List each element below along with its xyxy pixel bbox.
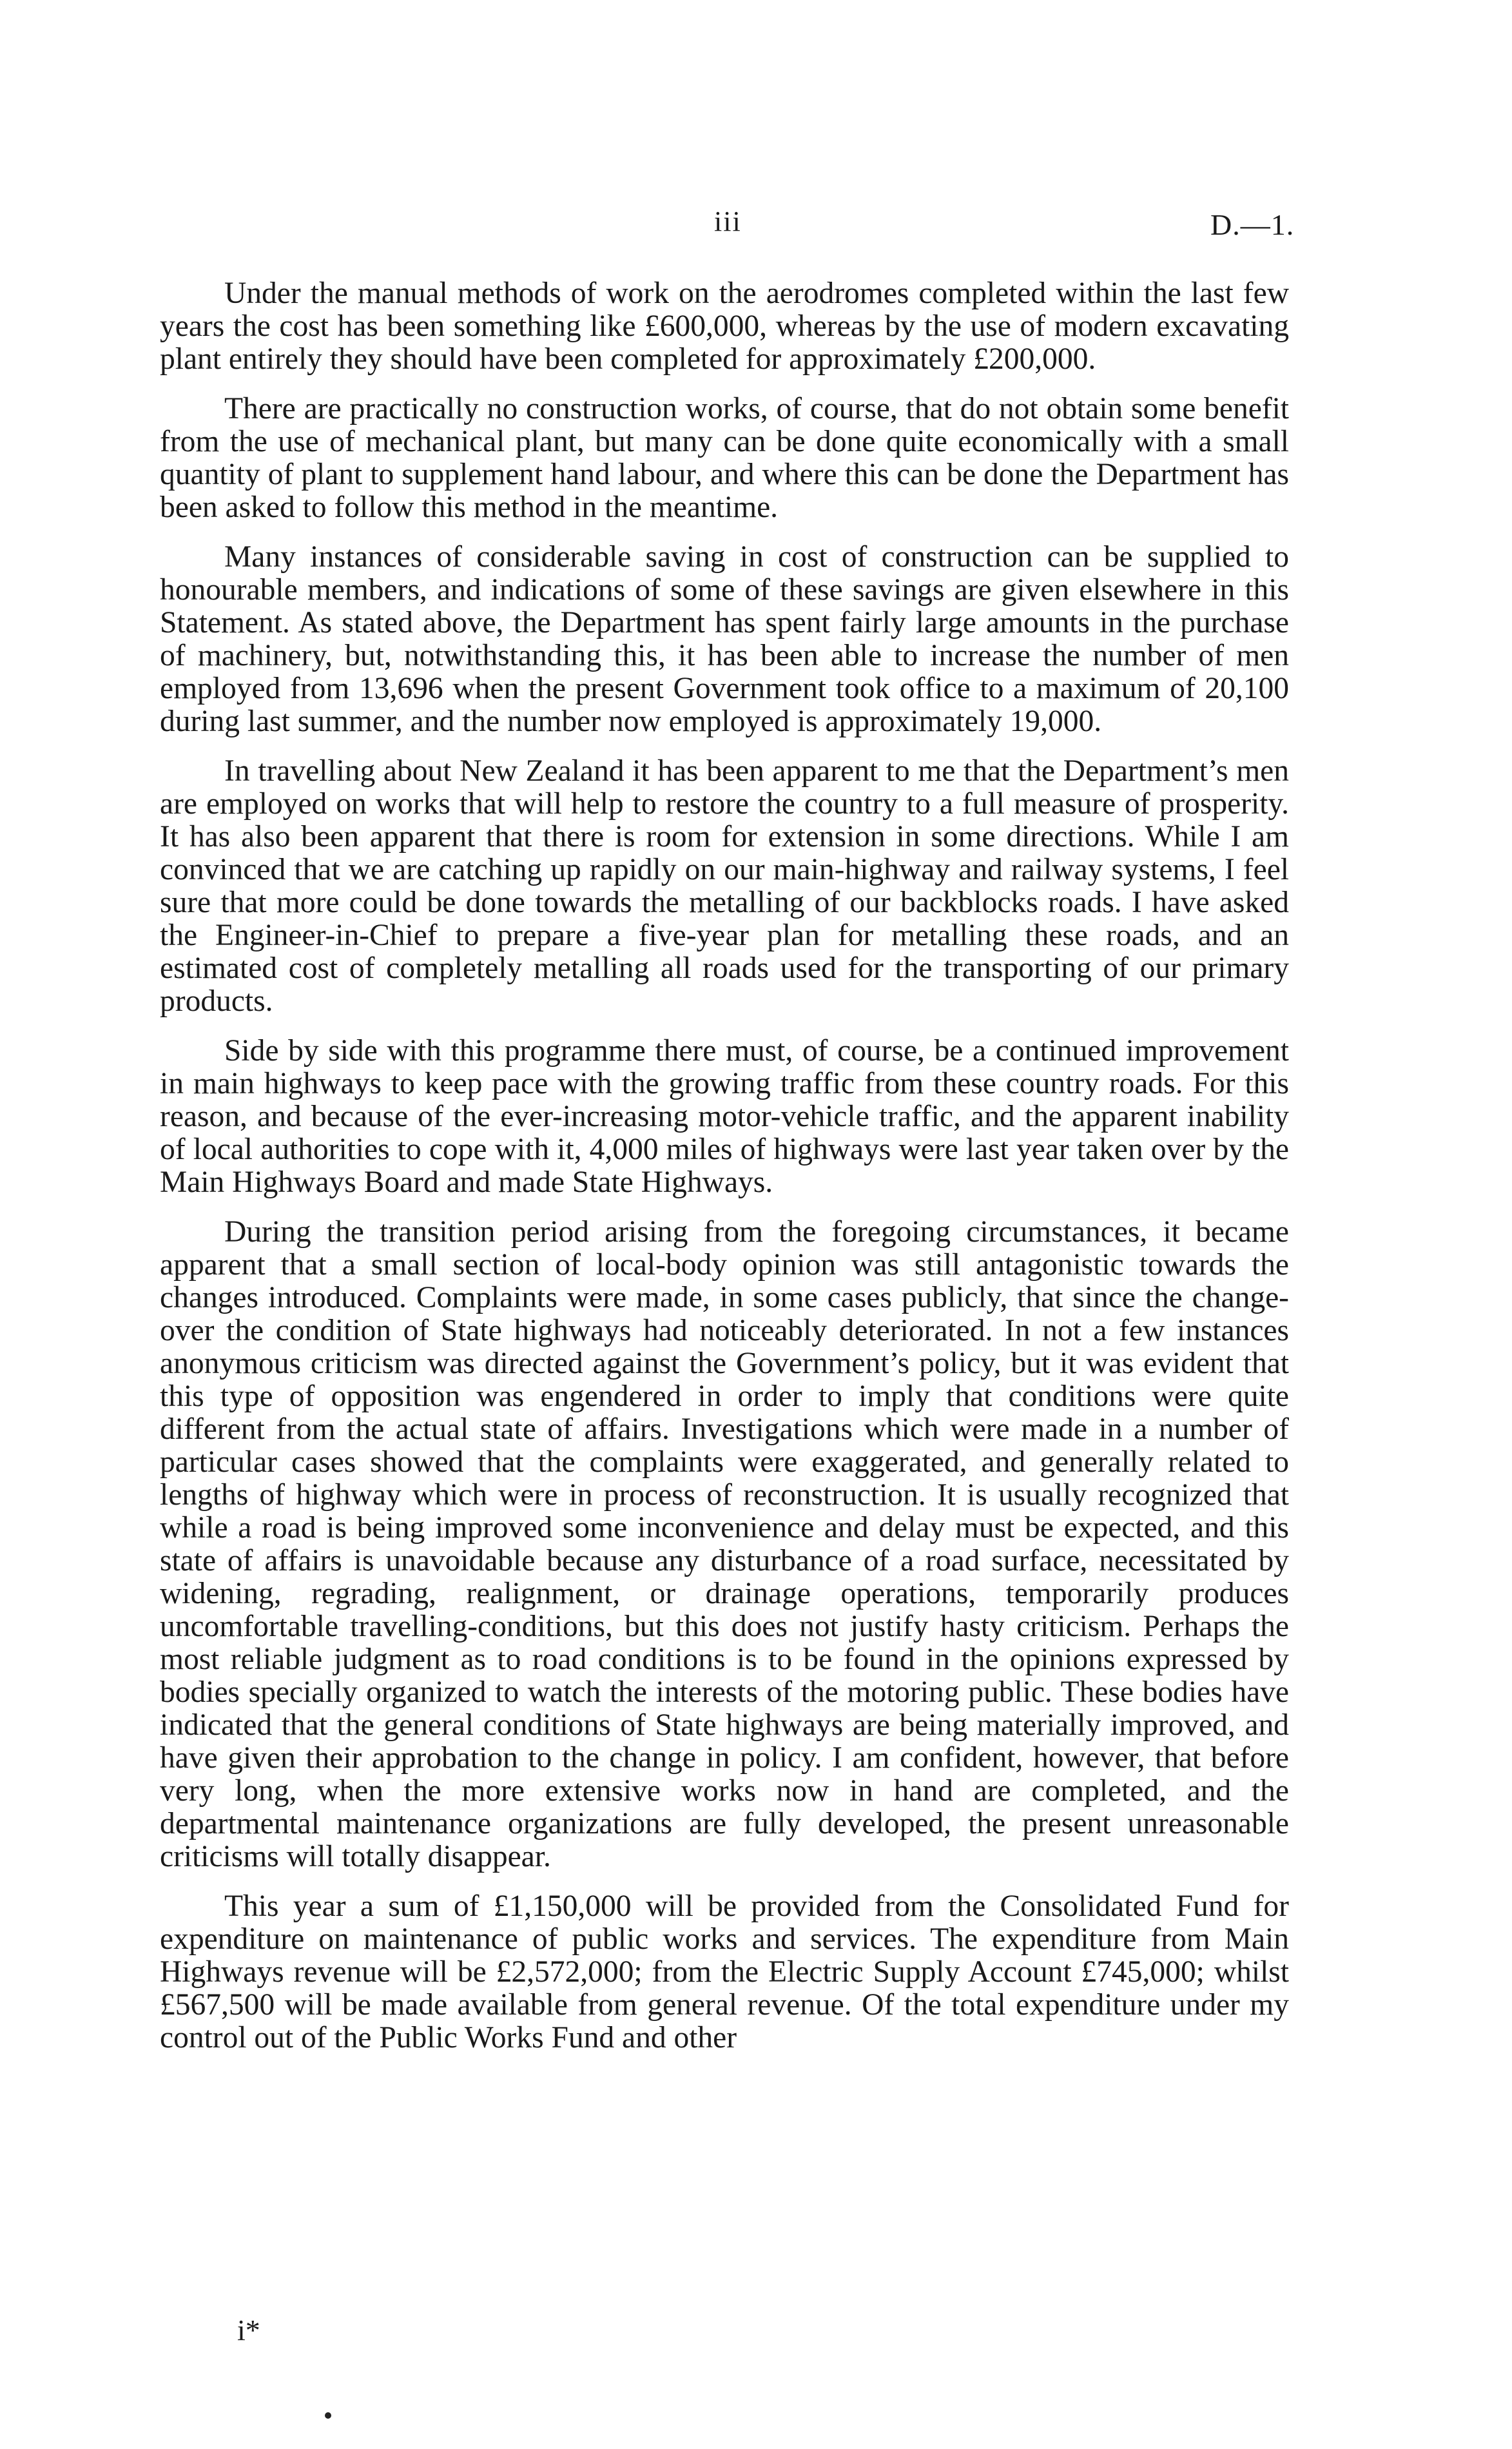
paragraph-transition-period: During the transition period arising from the foregoing circumstances, it became apparent that a small section of local-body opinion was still antagonistic towards the changes introduced. Complaints were made, in some cases publicly, that since the change-over the condition of State highways had noticeably deteriorated. In not a few instances anonymous criticism was directed against the Government’s policy, but it was evident that this type of opposition was engendered in order to imply that conditions were quite different from the actual state of affairs. Investigations which were made in a number of particular cases showed that the complaints were exaggerated, and generally related to lengths of highway which were in process of reconstruction. It is usually recognized that while a road is being improved some inconvenience and delay must be expected, and this state of affairs is unavoidable because any disturbance of a road surface, necessitated by widening, regrading, realignment, or drainage operations, temporarily produces uncomfortable travelling-conditions, but this does not justify hasty criticism. Perhaps the most reliable judgment as to road conditions is to be found in the opinions expressed by bodies specially organized to watch the interests of the motoring public. These bodies have indicated that the general conditions of State highways are being materially improved, and have given their approbation to the change in policy. I am confident, however, that before very long, when the more extensive works now in hand are completed, and the departmental maintenance organizations are fully developed, the present unreasonable criticisms will totally disappear.	[160, 1215, 1289, 1873]
stray-dot	[325, 2412, 331, 2419]
paragraph-main-highways: Side by side with this programme there must, of course, be a continued improvement in main highways to keep pace with the growing traffic from these country roads. For this reason, and because of the ever-increasing motor-vehicle traffic, and the apparent inability of local authorities to cope with it, 4,000 miles of highways were last year taken over by the Main Highways Board and made State Highways.	[160, 1034, 1289, 1199]
body-text	[160, 277, 1289, 2071]
paragraph-travelling: In travelling about New Zealand it has been apparent to me that the Department’s men are employed on works that will help to restore the country to a full measure of prosperity. It has also been apparent that there is room for extension in some directions. While I am convinced that we are catching up rapidly on our main-highway and railway systems, I feel sure that more could be done towards the metalling of our backblocks roads. I have asked the Engineer-in-Chief to prepare a five-year plan for metalling these roads, and an estimated cost of completely metalling all roads used for the transporting of our primary products.	[160, 754, 1289, 1018]
page-number: iii	[714, 206, 742, 237]
paragraph-mechanical-plant: There are practically no construction works, of course, that do not obtain some benefit from the use of mechanical plant, but many can be done quite economically with a small quantity of plant to supplement hand labour, and where this can be done the Department has been asked to follow this method in the meantime.	[160, 392, 1289, 524]
page-header	[0, 205, 1512, 244]
paragraph-expenditure: This year a sum of £1,150,000 will be provided from the Consolidated Fund for expenditure on maintenance of public works and services. The expenditure from Main Highways revenue will be £2,572,000; from the Electric Supply Account £745,000; whilst £567,500 will be made available from general revenue. Of the total expenditure under my control out of the Public Works Fund and other	[160, 1889, 1289, 2054]
document-reference: D.—1.	[1210, 208, 1295, 241]
paragraph-savings: Many instances of considerable saving in cost of construction can be supplied to honourable members, and indications of some of these savings are given elsewhere in this Statement. As stated above, the Department has spent fairly large amounts in the purchase of machinery, but, notwithstanding this, it has been able to increase the number of men employed from 13,696 when the present Government took office to a maximum of 20,100 during last summer, and the number now employed is approximately 19,000.	[160, 540, 1289, 738]
signature-mark: i*	[237, 2314, 260, 2347]
paragraph-aerodromes: Under the manual methods of work on the aerodromes completed within the last few years the cost has been something like £600,000, whereas by the use of modern excavating plant entirely they should have been completed for approximately £200,000.	[160, 277, 1289, 376]
